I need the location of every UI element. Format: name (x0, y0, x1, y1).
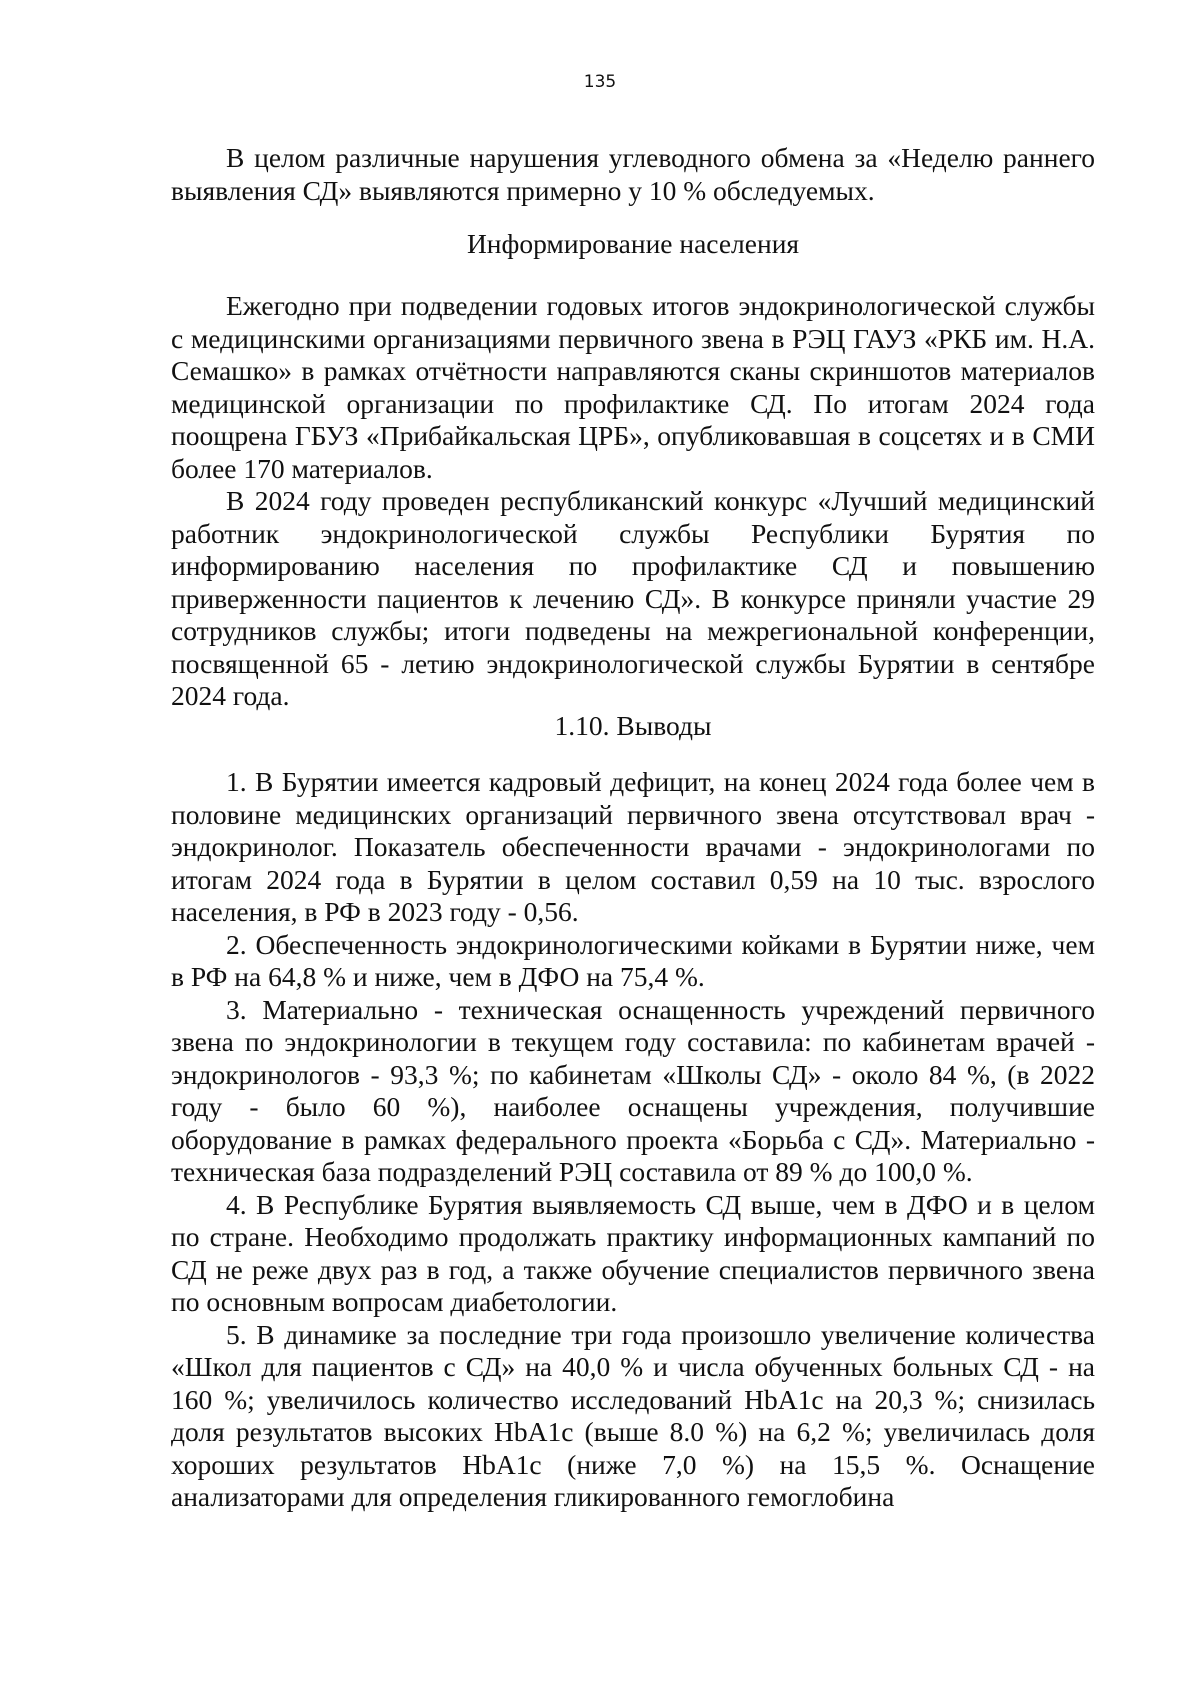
page-number: 135 (583, 72, 617, 92)
conclusions-block (171, 766, 1095, 1514)
intro-paragraph: В целом различные нарушения углеводного обмена за «Неделю раннего выявления СД» выявляются примерно у 10 % обследуемых. (171, 142, 1095, 206)
informing-paragraph-2: В 2024 году проведен республиканский конкурс «Лучший медицинский работник эндокринологической службы Республики Бурятия по информированию населения по профилактике СД и повышению приверженности пациентов к лечению СД». В конкурсе приняли участие 29 сотрудников службы; итоги подведены на межрегиональной конференции, посвященной 65 - летию эндокринологической службы Бурятии в сентябре 2024 года. (171, 485, 1095, 711)
conclusion-item-4: 4. В Республике Бурятия выявляемость СД выше, чем в ДФО и в целом по стране. Необходимо продолжать практику информационных кампаний по СД не реже двух раз в год, а также обучение специалистов первичного звена по основным вопросам диабетологии. (171, 1188, 1095, 1317)
heading-informing: Информирование населения (466, 228, 800, 259)
informing-block (171, 290, 1095, 713)
conclusion-item-2: 2. Обеспеченность эндокринологическими койками в Бурятии ниже, чем в РФ на 64,8 % и ниже, чем в ДФО на 75,4 %. (171, 928, 1095, 992)
conclusion-item-1: 1. В Бурятии имеется кадровый дефицит, на конец 2024 года более чем в половине медицинских организаций первичного звена отсутствовал врач - эндокринолог. Показатель обеспеченности врачами - эндокринологами по итогам 2024 года в Бурятии в целом составил 0,59 на 10 тыс. взрослого населения, в РФ в 2023 году - 0,56. (171, 766, 1095, 927)
intro-block (171, 142, 1095, 207)
informing-paragraph-1: Ежегодно при подведении годовых итогов эндокринологической службы с медицинскими организациями первичного звена в РЭЦ ГАУЗ «РКБ им. Н.А. Семашко» в рамках отчётности направляются сканы скриншотов материалов медицинской организации по профилактике СД. По итогам 2024 года поощрена ГБУЗ «Прибайкальская ЦРБ», опубликовавшая в соцсетях и в СМИ более 170 материалов. (171, 290, 1095, 484)
heading-conclusions: 1.10. Выводы (554, 710, 712, 741)
conclusion-item-5: 5. В динамике за последние три года произошло увеличение количества «Школ для пациентов с СД» на 40,0 % и числа обученных больных СД - на 160 %; увеличилось количество исследований HbA1c на 20,3 %; снизилась доля результатов высоких HbA1c (выше 8.0 %) на 6,2 %; увеличилась доля хороших результатов HbA1c (ниже 7,0 %) на 15,5 %. Оснащение анализаторами для определения гликированного гемоглобина (171, 1318, 1095, 1512)
conclusion-item-3: 3. Материально - техническая оснащенность учреждений первичного звена по эндокринологии в текущем году составила: по кабинетам врачей - эндокринологов - 93,3 %; по кабинетам «Школы СД» - около 84 %, (в 2022 году - было 60 %), наиболее оснащены учреждения, получившие оборудование в рамках федерального проекта «Борьба с СД». Материально - техническая база подразделений РЭЦ составила от 89 % до 100,0 %. (171, 993, 1095, 1187)
